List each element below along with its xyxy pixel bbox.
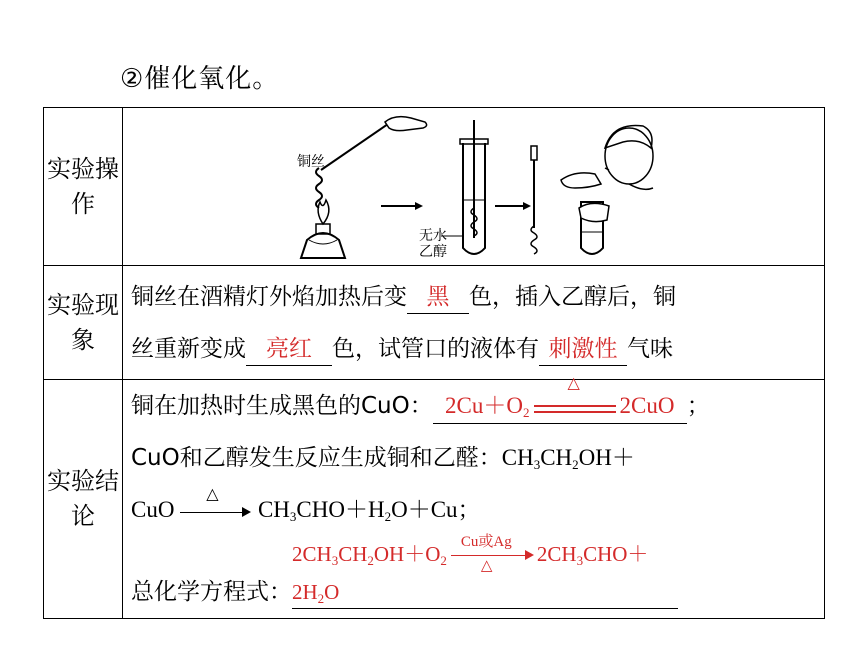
eq2-heat-symbol: △: [480, 558, 493, 574]
copper-wire-label: 铜丝: [297, 154, 325, 170]
phenomenon-text-1b: 色，插入乙醇后，铜: [469, 283, 676, 310]
apparatus-drawing: [123, 108, 823, 265]
phenomenon-row: [44, 266, 825, 380]
operation-label: 实验操作: [44, 108, 123, 266]
phenomenon-text-2b: 色，试管口的液体有: [332, 335, 539, 362]
conclusion-line-2: [131, 432, 824, 484]
conclusion-label: 实验结论: [44, 380, 123, 619]
answer-blank-bright-red: 亮红: [246, 333, 332, 366]
phenomenon-line-2: [131, 323, 824, 375]
conclusion-text-1: 铜在加热时生成黑色的CuO：: [131, 393, 433, 419]
answer-blank-pungent: 刺激性: [539, 333, 627, 366]
phenomenon-line-1: [131, 271, 824, 323]
section-heading: ②催化氧化。: [120, 64, 280, 94]
operation-row: [44, 108, 825, 266]
catalyst-label: Cu或Ag: [460, 534, 512, 550]
line3-left: CuO: [131, 497, 175, 522]
line3-heat-symbol: △: [206, 485, 219, 503]
phenomenon-text-2c: 气味: [627, 335, 673, 362]
conclusion-row: [44, 380, 825, 619]
conclusion-line-4: [131, 536, 824, 618]
experiment-illustration: [123, 108, 824, 265]
ethanol-label-line2: 乙醇: [419, 244, 447, 260]
eq2-left: $2CH_3CH_2OH+O_2$: [292, 541, 447, 568]
heat-arrow: [180, 485, 252, 522]
answer-equation-2: [292, 536, 678, 609]
catalyst-arrow: [447, 536, 537, 576]
eq2-right: $2CH_3CHO+2H_2O$: [292, 541, 649, 606]
phenomenon-text-1a: 铜丝在酒精灯外焰加热后变: [131, 283, 407, 310]
eq1-right: 2CuO: [619, 393, 675, 418]
phenomenon-content: [123, 266, 825, 380]
phenomenon-label: 实验现象: [44, 266, 123, 380]
answer-equation-1: [433, 374, 687, 424]
conclusion-line-3: [131, 484, 824, 536]
eq1-heat-symbol: △: [567, 374, 580, 392]
phenomenon-text-2a: 丝重新变成: [131, 335, 246, 362]
eq1-double-line: [530, 374, 620, 423]
eq1-sub: 2: [523, 405, 530, 420]
operation-figure-cell: [123, 108, 825, 266]
conclusion-text-4: 总化学方程式：: [131, 579, 292, 605]
eq1-left: 2Cu＋O: [445, 393, 523, 418]
ethanol-label-line1: 无水: [419, 228, 447, 244]
conclusion-line-1: [131, 374, 824, 432]
line3-right: $CH_3CHO+H_2O+Cu$；: [257, 497, 481, 524]
conclusion-text-2: CuO和乙醇发生反应生成铜和乙醛：: [131, 445, 502, 471]
experiment-table: [43, 107, 825, 619]
answer-blank-black: 黑: [407, 281, 469, 314]
conclusion-content: [123, 374, 825, 619]
conclusion-end-1: ；: [686, 393, 710, 419]
ethanol-formula: $CH_3CH_2OH+$: [501, 445, 635, 472]
